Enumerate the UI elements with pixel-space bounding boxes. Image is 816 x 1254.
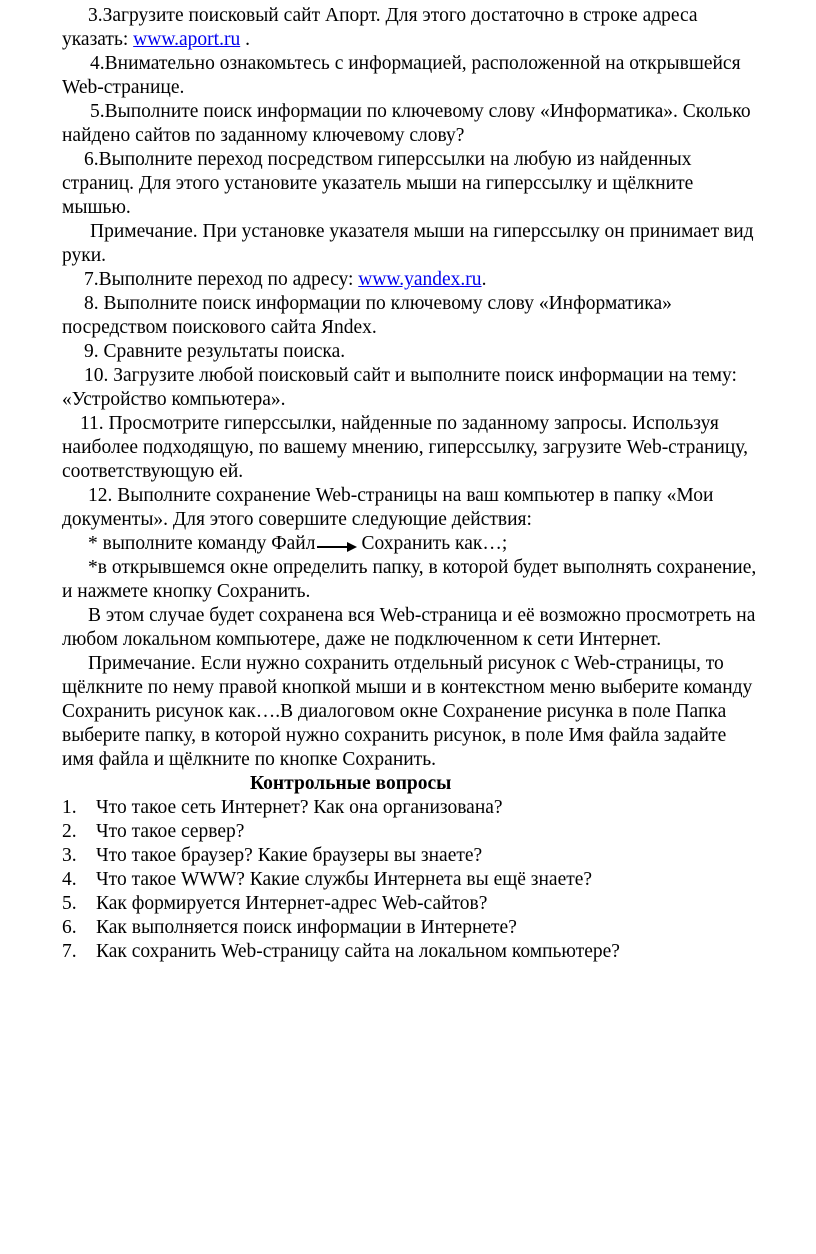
question-number: 1. — [62, 797, 77, 818]
question-text: Что такое WWW? Какие службы Интернета вы ещё знаете? — [96, 869, 593, 890]
step-8-line-1: 8. Выполните поиск информации по ключевому слову «Информатика» — [84, 293, 672, 314]
note-1-line-2: руки. — [62, 245, 107, 266]
question-text: Как формируется Интернет-адрес Web-сайтов? — [96, 893, 488, 914]
question-text: Что такое браузер? Какие браузеры вы знаете? — [96, 845, 483, 866]
save-step-1-line — [88, 532, 507, 556]
question-number: 3. — [62, 845, 77, 866]
step-10-line-2: «Устройство компьютера». — [62, 389, 286, 410]
save-step-1-suffix: Сохранить как…; — [361, 533, 508, 554]
step-7-prefix: 7.Выполните переход по адресу: — [84, 269, 359, 290]
step-4-line-1: 4.Внимательно ознакомьтесь с информацией, расположенной на открывшейся — [90, 53, 741, 74]
note-2-line-3: Сохранить рисунок как….В диалоговом окне Сохранение рисунка в поле Папка — [62, 701, 727, 722]
note-2-line-1: Примечание. Если нужно сохранить отдельный рисунок с Web-страницы, то — [88, 653, 724, 674]
step-3-line-1: 3.Загрузите поисковый сайт Апорт. Для этого достаточно в строке адреса — [88, 5, 698, 26]
step-8-line-2: посредством поискового сайта Яndex. — [62, 317, 377, 338]
arrow-right-icon — [317, 538, 357, 552]
save-step-2-line-1: *в открывшемся окне определить папку, в которой будет выполнять сохранение, — [88, 557, 757, 578]
note-2-line-4: выберите папку, в которой нужно сохранить рисунок, в поле Имя файла задайте — [62, 725, 727, 746]
question-number: 5. — [62, 893, 77, 914]
question-number: 2. — [62, 821, 77, 842]
note-2-line-5: имя файла и щёлкните по кнопке Сохранить. — [62, 749, 436, 770]
yandex-link[interactable]: www.yandex.ru — [358, 269, 482, 290]
note-1-line-1: Примечание. При установке указателя мыши на гиперссылку он принимает вид — [90, 221, 754, 242]
save-step-2-line-2: и нажмете кнопку Сохранить. — [62, 581, 311, 602]
step-10-line-1: 10. Загрузите любой поисковый сайт и выполните поиск информации на тему: — [84, 365, 737, 386]
step-5-line-1: 5.Выполните поиск информации по ключевому слову «Информатика». Сколько — [90, 101, 751, 122]
step-9-line: 9. Сравните результаты поиска. — [84, 341, 346, 362]
step-5-line-2: найдено сайтов по заданному ключевому слову? — [62, 125, 465, 146]
result-line-2: любом локальном компьютере, даже не подключенном к сети Интернет. — [62, 629, 662, 650]
step-11-line-2: наиболее подходящую, по вашему мнению, гиперссылку, загрузите Web-страницу, — [62, 437, 748, 458]
step-6-line-3: мышью. — [62, 197, 131, 218]
step-12-line-2: документы». Для этого совершите следующие действия: — [62, 509, 532, 530]
step-3-suffix: . — [240, 29, 250, 50]
step-12-line-1: 12. Выполните сохранение Web-страницы на ваш компьютер в папку «Мои — [88, 485, 714, 506]
question-number: 7. — [62, 941, 77, 962]
step-11-line-1: 11. Просмотрите гиперссылки, найденные по заданному запросы. Используя — [80, 413, 719, 434]
note-2-line-2: щёлкните по нему правой кнопкой мыши и в контекстном меню выберите команду — [62, 677, 753, 698]
step-6-line-2: страниц. Для этого установите указатель мыши на гиперссылку и щёлкните — [62, 173, 694, 194]
question-text: Что такое сервер? — [96, 821, 245, 842]
step-4-line-2: Web-странице. — [62, 77, 185, 98]
step-6-line-1: 6.Выполните переход посредством гиперссылки на любую из найденных — [84, 149, 692, 170]
step-3-line-2 — [62, 28, 250, 52]
questions-heading: Контрольные вопросы — [250, 773, 452, 794]
question-text: Как выполняется поиск информации в Интернете? — [96, 917, 517, 938]
step-11-line-3: соответствующую ей. — [62, 461, 244, 482]
question-number: 4. — [62, 869, 77, 890]
question-text: Что такое сеть Интернет? Как она организована? — [96, 797, 503, 818]
result-line-1: В этом случае будет сохранена вся Web-страница и её возможно просмотреть на — [88, 605, 756, 626]
step-3-prefix: указать: — [62, 29, 134, 50]
aport-link[interactable]: www.aport.ru — [133, 29, 241, 50]
save-step-1-prefix: * выполните команду Файл — [88, 533, 316, 554]
step-7-suffix: . — [481, 269, 487, 290]
step-7-line — [84, 268, 486, 292]
question-number: 6. — [62, 917, 77, 938]
question-text: Как сохранить Web-страницу сайта на локальном компьютере? — [96, 941, 620, 962]
